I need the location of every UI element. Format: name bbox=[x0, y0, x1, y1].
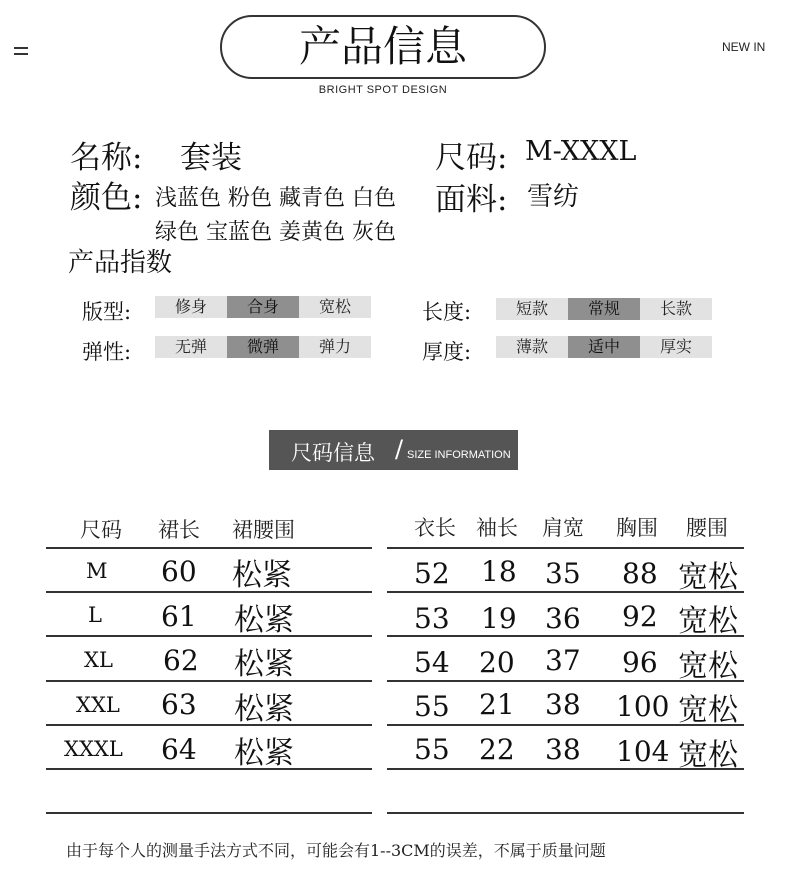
shoulder-cell: 36 bbox=[545, 602, 581, 635]
table-divider bbox=[387, 547, 744, 549]
size-info-banner bbox=[269, 430, 518, 470]
index-title: 产品指数 bbox=[68, 248, 173, 278]
sleeve-length-cell: 20 bbox=[479, 646, 515, 679]
thickness-option: 薄款 bbox=[496, 336, 568, 358]
table-divider bbox=[46, 547, 372, 549]
size-banner-subtitle: SIZE INFORMATION bbox=[407, 449, 511, 461]
right-header-waist: 腰围 bbox=[686, 516, 728, 540]
sleeve-length-cell: 21 bbox=[479, 688, 515, 721]
length-label: 长度: bbox=[422, 300, 472, 324]
elastic-option: 无弹 bbox=[155, 336, 227, 358]
skirt-waist-cell: 松紧 bbox=[234, 736, 294, 771]
title-badge bbox=[220, 15, 546, 79]
table-divider bbox=[46, 680, 372, 682]
shoulder-cell: 35 bbox=[545, 557, 581, 590]
length-option: 短款 bbox=[496, 298, 568, 320]
length-option-selected: 常规 bbox=[568, 298, 640, 320]
waist-cell: 宽松 bbox=[678, 738, 738, 773]
sleeve-length-cell: 19 bbox=[481, 602, 517, 635]
table-divider bbox=[46, 768, 372, 770]
sleeve-length-cell: 18 bbox=[481, 555, 517, 588]
skirt-length-cell: 64 bbox=[161, 733, 197, 766]
table-divider bbox=[46, 724, 372, 726]
left-header-skirt-waist: 裙腰围 bbox=[232, 518, 295, 542]
table-divider bbox=[46, 812, 372, 814]
bust-cell: 100 bbox=[616, 690, 670, 723]
top-length-cell: 54 bbox=[414, 646, 450, 679]
top-length-cell: 55 bbox=[414, 690, 450, 723]
thickness-scale bbox=[496, 336, 712, 358]
colors-line-2: 绿色 宝蓝色 姜黄色 灰色 bbox=[155, 220, 396, 245]
left-header-size: 尺码 bbox=[80, 518, 122, 542]
bust-cell: 96 bbox=[622, 646, 658, 679]
skirt-length-cell: 60 bbox=[161, 555, 197, 588]
measurement-disclaimer: 由于每个人的测量手法方式不同，可能会有1--3CM的误差，不属于质量问题 bbox=[66, 841, 606, 860]
size-cell: M bbox=[86, 559, 108, 583]
shoulder-cell: 38 bbox=[545, 733, 581, 766]
fit-option: 宽松 bbox=[299, 296, 371, 318]
table-divider bbox=[46, 591, 372, 593]
waist-cell: 宽松 bbox=[678, 649, 738, 684]
menu-icon[interactable] bbox=[14, 44, 28, 58]
top-length-cell: 52 bbox=[414, 557, 450, 590]
size-label: 尺码: bbox=[435, 140, 508, 176]
size-value: M-XXXL bbox=[525, 136, 637, 167]
sleeve-length-cell: 22 bbox=[479, 733, 515, 766]
elastic-scale bbox=[155, 336, 371, 358]
right-header-sleeve-length: 袖长 bbox=[476, 516, 518, 540]
brand-subtitle: BRIGHT SPOT DESIGN bbox=[318, 84, 448, 96]
skirt-waist-cell: 松紧 bbox=[232, 558, 292, 593]
top-length-cell: 53 bbox=[414, 602, 450, 635]
colors-line-1: 浅蓝色 粉色 藏青色 白色 bbox=[155, 186, 396, 211]
fit-label: 版型: bbox=[82, 300, 132, 324]
skirt-length-cell: 63 bbox=[161, 688, 197, 721]
skirt-length-cell: 62 bbox=[163, 644, 199, 677]
waist-cell: 宽松 bbox=[678, 693, 738, 728]
name-label: 名称: bbox=[70, 140, 143, 176]
fit-scale bbox=[155, 296, 371, 318]
size-cell: XXXL bbox=[64, 737, 123, 761]
size-banner-title: 尺码信息 bbox=[291, 441, 375, 465]
fit-option-selected: 合身 bbox=[227, 296, 299, 318]
length-option: 长款 bbox=[640, 298, 712, 320]
thickness-label: 厚度: bbox=[422, 340, 472, 364]
table-divider bbox=[387, 812, 744, 814]
page-title: 产品信息 bbox=[298, 22, 467, 71]
elastic-option: 弹力 bbox=[299, 336, 371, 358]
bust-cell: 92 bbox=[622, 600, 658, 633]
new-in-label: NEW IN bbox=[722, 40, 766, 54]
bust-cell: 88 bbox=[622, 557, 658, 590]
thickness-option-selected: 适中 bbox=[568, 336, 640, 358]
length-scale bbox=[496, 298, 712, 320]
elastic-label: 弹性: bbox=[82, 340, 132, 364]
skirt-waist-cell: 松紧 bbox=[234, 647, 294, 682]
waist-cell: 宽松 bbox=[678, 560, 738, 595]
size-cell: XXL bbox=[76, 693, 120, 717]
skirt-waist-cell: 松紧 bbox=[234, 692, 294, 727]
elastic-option-selected: 微弹 bbox=[227, 336, 299, 358]
thickness-option: 厚实 bbox=[640, 336, 712, 358]
waist-cell: 宽松 bbox=[678, 604, 738, 639]
name-value: 套装 bbox=[180, 140, 242, 176]
top-length-cell: 55 bbox=[414, 733, 450, 766]
right-header-top-length: 衣长 bbox=[414, 516, 456, 540]
color-label: 颜色: bbox=[70, 180, 143, 216]
bust-cell: 104 bbox=[616, 735, 670, 768]
fit-option: 修身 bbox=[155, 296, 227, 318]
shoulder-cell: 37 bbox=[545, 644, 581, 677]
fabric-label: 面料: bbox=[435, 182, 508, 218]
shoulder-cell: 38 bbox=[545, 688, 581, 721]
skirt-length-cell: 61 bbox=[161, 600, 197, 633]
size-cell: XL bbox=[84, 648, 113, 672]
right-header-shoulder: 肩宽 bbox=[542, 516, 584, 540]
skirt-waist-cell: 松紧 bbox=[234, 603, 294, 638]
left-header-skirt-length: 裙长 bbox=[158, 518, 200, 542]
size-cell: L bbox=[88, 603, 102, 627]
right-header-bust: 胸围 bbox=[616, 516, 658, 540]
size-banner-slash: / bbox=[395, 435, 404, 463]
fabric-value: 雪纺 bbox=[527, 182, 580, 212]
table-divider bbox=[46, 635, 372, 637]
